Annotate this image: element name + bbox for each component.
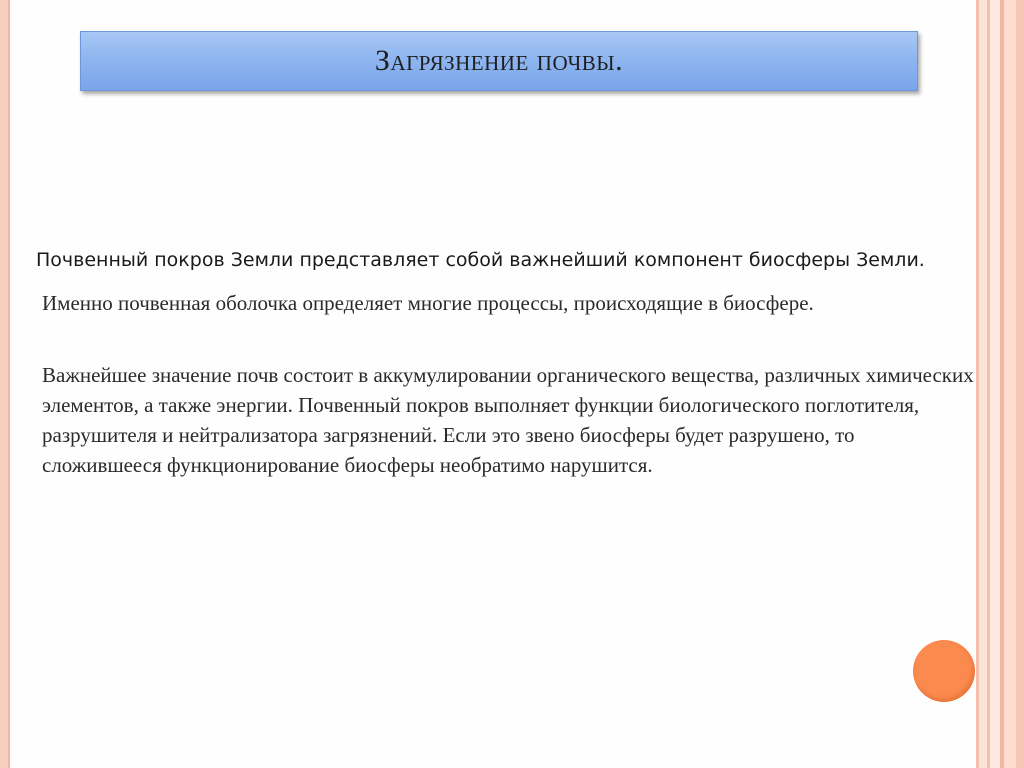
right-stripe <box>1016 0 1024 768</box>
body-paragraph: Именно почвенная оболочка определяет многие процессы, происходящие в биосфере. <box>42 291 814 315</box>
body-paragraph: Важнейшее значение почв состоит в аккумулировании органического вещества, различных химических элементов, а также энергии. Почвенный покров выполняет функции биологического поглотителя, разрушителя и нейтрализатора загрязнений. Если это звено биосферы будет разрушено, то сложившееся функционирование биосферы необратимо нарушится. <box>42 363 974 477</box>
lead-sentence: Почвенный покров Земли представляет собой важнейший компонент биосферы Земли. <box>36 249 925 271</box>
left-frame-border <box>0 0 8 768</box>
slide-title: Загрязнение почвы. <box>374 44 624 77</box>
left-frame-line <box>8 0 10 768</box>
title-banner <box>80 31 918 91</box>
right-stripe <box>990 0 1000 768</box>
right-stripe <box>1004 0 1016 768</box>
right-stripe <box>979 0 987 768</box>
decorative-circle-icon <box>913 640 975 702</box>
